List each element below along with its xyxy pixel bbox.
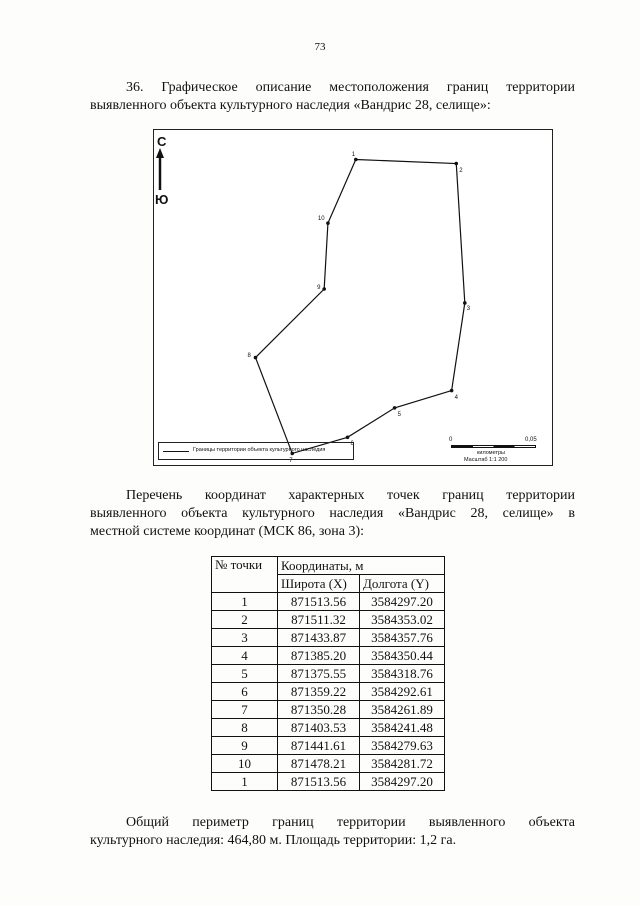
longitude-cell: 3584261.89 [360,701,445,719]
boundary-map-canvas [154,130,552,465]
table-row [212,701,445,719]
point-label: 5 [397,411,401,418]
longitude-cell: 3584357.76 [360,629,445,647]
heading-line-2: выявленного объекта культурного наследия «Вандрис 28, селище»: [90,98,491,113]
latitude-cell: 871513.56 [278,593,360,611]
longitude-cell: 3584279.63 [360,737,445,755]
boundary-vertex [254,356,258,360]
point-label: 10 [317,216,325,223]
heading-line-1 [90,79,575,97]
intro-word: объекта [181,506,228,521]
longitude-cell: 3584350.44 [360,647,445,665]
boundary-vertex [346,436,350,440]
section-heading [90,79,575,115]
page-number: 73 [314,41,326,53]
boundary-vertex [322,287,326,291]
point-label: 1 [351,151,356,158]
latitude-cell: 871433.87 [278,629,360,647]
boundary-vertex [454,162,458,166]
summary-paragraph [90,814,575,850]
point-cell: 5 [212,665,278,683]
summary-word: Общий [126,815,169,830]
boundary-vertex [463,301,467,305]
intro-line-1 [90,487,575,505]
intro-line-3: местной системе координат (МСК 86, зона 3): [90,524,365,539]
boundary-vertex [450,389,454,393]
scale-bar [449,437,549,465]
intro-word: точек [387,488,420,503]
table-row [212,683,445,701]
site-map [153,129,553,466]
point-cell: 3 [212,629,278,647]
intro-word: территории [506,488,575,503]
table-row [212,611,445,629]
summary-word: объекта [528,815,575,830]
scale-bar-graphic [451,445,536,448]
heading-word: описание [255,80,312,95]
point-cell: 2 [212,611,278,629]
table-body [212,593,445,791]
table-row [212,719,445,737]
boundary-vertex [326,221,330,225]
summary-line-1 [90,814,575,832]
header-longitude: Долгота (Y) [360,575,445,593]
heading-word: границ [446,80,489,95]
summary-word: выявленного [428,815,506,830]
boundary-polygon [256,160,465,454]
header-point: № точки [212,557,278,593]
latitude-cell: 871385.20 [278,647,360,665]
intro-word: границ [442,488,484,503]
latitude-cell: 871511.32 [278,611,360,629]
header-coordinates: Координаты, м [278,557,445,575]
intro-word: селище» [502,506,554,521]
south-label: Ю [155,192,169,207]
boundary-vertex [354,158,358,162]
point-label: 3 [466,305,471,312]
coordinates-table [211,556,445,791]
intro-word: выявленного [90,506,167,521]
latitude-cell: 871359.22 [278,683,360,701]
legend-boundary-line-icon [163,451,189,452]
intro-word: культурного [242,506,315,521]
intro-word: 28, [470,506,488,521]
point-label: 2 [459,167,463,174]
longitude-cell: 3584281.72 [360,755,445,773]
summary-line-2: культурного наследия: 464,80 м. Площадь территории: 1,2 га. [90,833,457,848]
intro-word: наследия [329,506,384,521]
point-cell: 8 [212,719,278,737]
coordinates-intro [90,487,575,541]
latitude-cell: 871513.56 [278,773,360,791]
point-label: 4 [454,394,458,401]
longitude-cell: 3584292.61 [360,683,445,701]
table-row [212,665,445,683]
summary-word: периметр [192,815,249,830]
boundary-vertex [393,406,397,410]
intro-line-2 [90,505,575,523]
point-label: 9 [317,285,321,291]
table-row [212,755,445,773]
heading-number: 36. [126,80,144,95]
header-latitude: Широта (X) [278,575,360,593]
summary-word: территории [336,815,406,830]
latitude-cell: 871403.53 [278,719,360,737]
legend-text: Границы территории объекта культурного наследия [193,447,326,453]
map-legend [158,442,354,460]
table-header-row [212,557,445,575]
table-row [212,773,445,791]
intro-word: координат [204,488,266,503]
point-cell: 6 [212,683,278,701]
point-cell: 10 [212,755,278,773]
north-label: С [157,134,167,149]
intro-word: Перечень [126,488,183,503]
point-cell: 9 [212,737,278,755]
table-row [212,593,445,611]
table-row [212,647,445,665]
scale-text: Масштаб 1:1 200 [464,457,508,463]
longitude-cell: 3584297.20 [360,593,445,611]
scale-unit: километры [477,450,505,456]
latitude-cell: 871375.55 [278,665,360,683]
heading-word: местоположения [329,80,429,95]
point-label: 7 [289,458,293,465]
table-row [212,629,445,647]
point-cell: 1 [212,593,278,611]
intro-word: «Вандрис [397,506,456,521]
latitude-cell: 871441.61 [278,737,360,755]
point-cell: 1 [212,773,278,791]
point-label: 6 [350,441,354,448]
longitude-cell: 3584297.20 [360,773,445,791]
latitude-cell: 871350.28 [278,701,360,719]
summary-word: границ [272,815,314,830]
point-label: 8 [247,352,251,359]
scale-start: 0 [449,437,453,443]
point-cell: 4 [212,647,278,665]
intro-word: характерных [288,488,365,503]
scale-end: 0,05 [525,437,537,443]
table-row [212,737,445,755]
point-cell: 7 [212,701,278,719]
latitude-cell: 871478.21 [278,755,360,773]
intro-word: в [568,506,575,521]
heading-word: территории [506,80,575,95]
longitude-cell: 3584241.48 [360,719,445,737]
longitude-cell: 3584318.76 [360,665,445,683]
longitude-cell: 3584353.02 [360,611,445,629]
heading-word: Графическое [161,80,238,95]
